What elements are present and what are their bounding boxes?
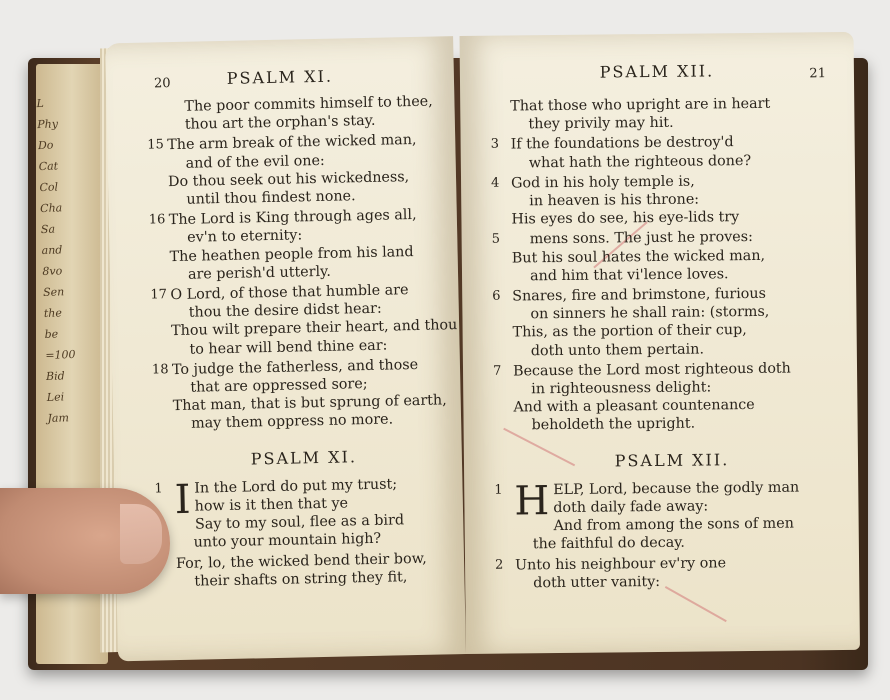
verse bbox=[493, 359, 850, 436]
verse-number: 17 bbox=[150, 287, 168, 303]
verse-line: and of the evil one: bbox=[185, 152, 325, 172]
verse-number: 16 bbox=[148, 212, 166, 228]
running-head: PSALM XII. bbox=[599, 61, 715, 82]
verse-line: The heathen people from his land bbox=[169, 243, 414, 265]
verse-line: O Lord, of those that humble are bbox=[170, 282, 409, 304]
verse-line: God in his holy temple is, bbox=[510, 173, 695, 192]
verse-line: to hear will bend thine ear: bbox=[189, 337, 388, 358]
running-head: PSALM XI. bbox=[226, 66, 334, 88]
verse bbox=[492, 227, 849, 285]
verse-line: Do thou seek out his wickedness, bbox=[167, 168, 410, 190]
verse-line: If the foundations be destroy'd bbox=[510, 134, 734, 153]
verse-line: And with a pleasant countenance bbox=[513, 397, 755, 416]
verse-number: 1 bbox=[154, 481, 163, 497]
verse bbox=[490, 94, 846, 134]
verse-line: Say to my soul, flee as a bird bbox=[194, 512, 405, 533]
verse-line: That those who upright are in heart bbox=[510, 95, 771, 115]
verse-number: 3 bbox=[490, 137, 500, 153]
verse-line: The arm break of the wicked man, bbox=[167, 132, 417, 154]
verse-line: in righteousness delight: bbox=[531, 379, 712, 398]
verse-number: 1 bbox=[494, 482, 503, 498]
verse bbox=[147, 131, 448, 210]
verse-line: doth unto them pertain. bbox=[530, 341, 705, 359]
verse bbox=[149, 205, 450, 284]
verse-line: In the Lord do put my trust; bbox=[194, 476, 398, 497]
psalm-heading: PSALM XII. bbox=[614, 449, 730, 471]
verse-line: mens sons. The just he proves: bbox=[529, 229, 753, 248]
page-number: 21 bbox=[809, 66, 827, 82]
verse-line: And from among the sons of men bbox=[553, 515, 794, 535]
margin-handwriting: L Phy Do Cat Col Cha Sa and 8vo Sen the be =100 Bid Lei Jam bbox=[36, 96, 76, 425]
verse-line: The poor commits himself to thee, bbox=[184, 93, 433, 115]
verse bbox=[156, 549, 457, 592]
verse bbox=[495, 553, 851, 593]
verse bbox=[154, 474, 455, 553]
verse-number: 4 bbox=[490, 175, 500, 191]
verse-line: Because the Lord most righteous doth bbox=[512, 360, 791, 380]
verse-line: Thou wilt prepare their heart, and thou bbox=[171, 317, 458, 340]
verse-number: 7 bbox=[492, 363, 502, 379]
verse-number: 6 bbox=[492, 288, 501, 304]
verse-line: their shafts on string they fit, bbox=[194, 569, 408, 590]
verse-block bbox=[146, 92, 456, 593]
verse-line: what hath the righteous done? bbox=[528, 152, 752, 171]
verse-line: doth daily fade away: bbox=[553, 498, 709, 517]
drop-cap: H bbox=[514, 477, 550, 525]
verse-number: 18 bbox=[151, 362, 169, 378]
verse-line: how is it then that ye bbox=[194, 495, 349, 515]
verse bbox=[492, 284, 849, 361]
verse-line: This, as the portion of their cup, bbox=[512, 322, 747, 341]
verse-line: on sinners he shall rain: (storms, bbox=[530, 304, 770, 323]
verse bbox=[491, 132, 847, 172]
right-page bbox=[460, 32, 860, 654]
verse bbox=[491, 171, 848, 229]
thumbnail bbox=[120, 504, 162, 564]
verse-line: they privily may hit. bbox=[528, 114, 674, 133]
verse-number: 5 bbox=[491, 232, 501, 248]
verse bbox=[494, 478, 851, 555]
verse-line: in heaven is his throne: bbox=[529, 191, 700, 210]
verse-line: until thou findest none. bbox=[186, 188, 356, 208]
verse-line: The Lord is King through ages all, bbox=[168, 207, 417, 229]
verse-line: ev'n to eternity: bbox=[187, 227, 303, 247]
verse-block bbox=[490, 94, 851, 595]
verse-number: 15 bbox=[147, 137, 164, 153]
verse-line: may them oppress no more. bbox=[190, 411, 394, 433]
verse-number: 2 bbox=[494, 557, 504, 573]
verse-line: the faithful do decay. bbox=[532, 535, 686, 553]
verse-line: are perish'd utterly. bbox=[187, 263, 331, 283]
verse-line: that are oppressed sore; bbox=[190, 376, 368, 396]
verse-line: and him that vi'lence loves. bbox=[529, 266, 729, 285]
verse-line: thou art the orphan's stay. bbox=[184, 112, 376, 133]
verse-line: Snares, fire and brimstone, furious bbox=[512, 285, 767, 305]
verse-line: beholdeth the upright. bbox=[531, 416, 696, 434]
verse-line: His eyes do see, his eye-lids try bbox=[511, 209, 740, 228]
verse-line: For, lo, the wicked bend their bow, bbox=[175, 550, 427, 572]
verse-line: Unto his neighbour ev'ry one bbox=[514, 554, 727, 574]
verse bbox=[152, 355, 453, 434]
psalm-heading: PSALM XI. bbox=[250, 446, 358, 469]
page-number: 20 bbox=[153, 76, 171, 92]
verse-line: But his soul hates the wicked man, bbox=[511, 247, 766, 267]
verse bbox=[150, 280, 458, 359]
verse-line: That man, that is but sprung of earth, bbox=[172, 392, 447, 415]
verse bbox=[146, 92, 447, 135]
verse-line: To judge the fatherless, and those bbox=[171, 356, 419, 378]
verse-line: thou the desire didst hear: bbox=[188, 300, 382, 321]
verse-line: doth utter vanity: bbox=[533, 573, 661, 592]
verse-line: ELP, Lord, because the godly man bbox=[553, 479, 800, 498]
verse-line: unto your mountain high? bbox=[193, 531, 382, 552]
drop-cap: I bbox=[174, 476, 192, 523]
